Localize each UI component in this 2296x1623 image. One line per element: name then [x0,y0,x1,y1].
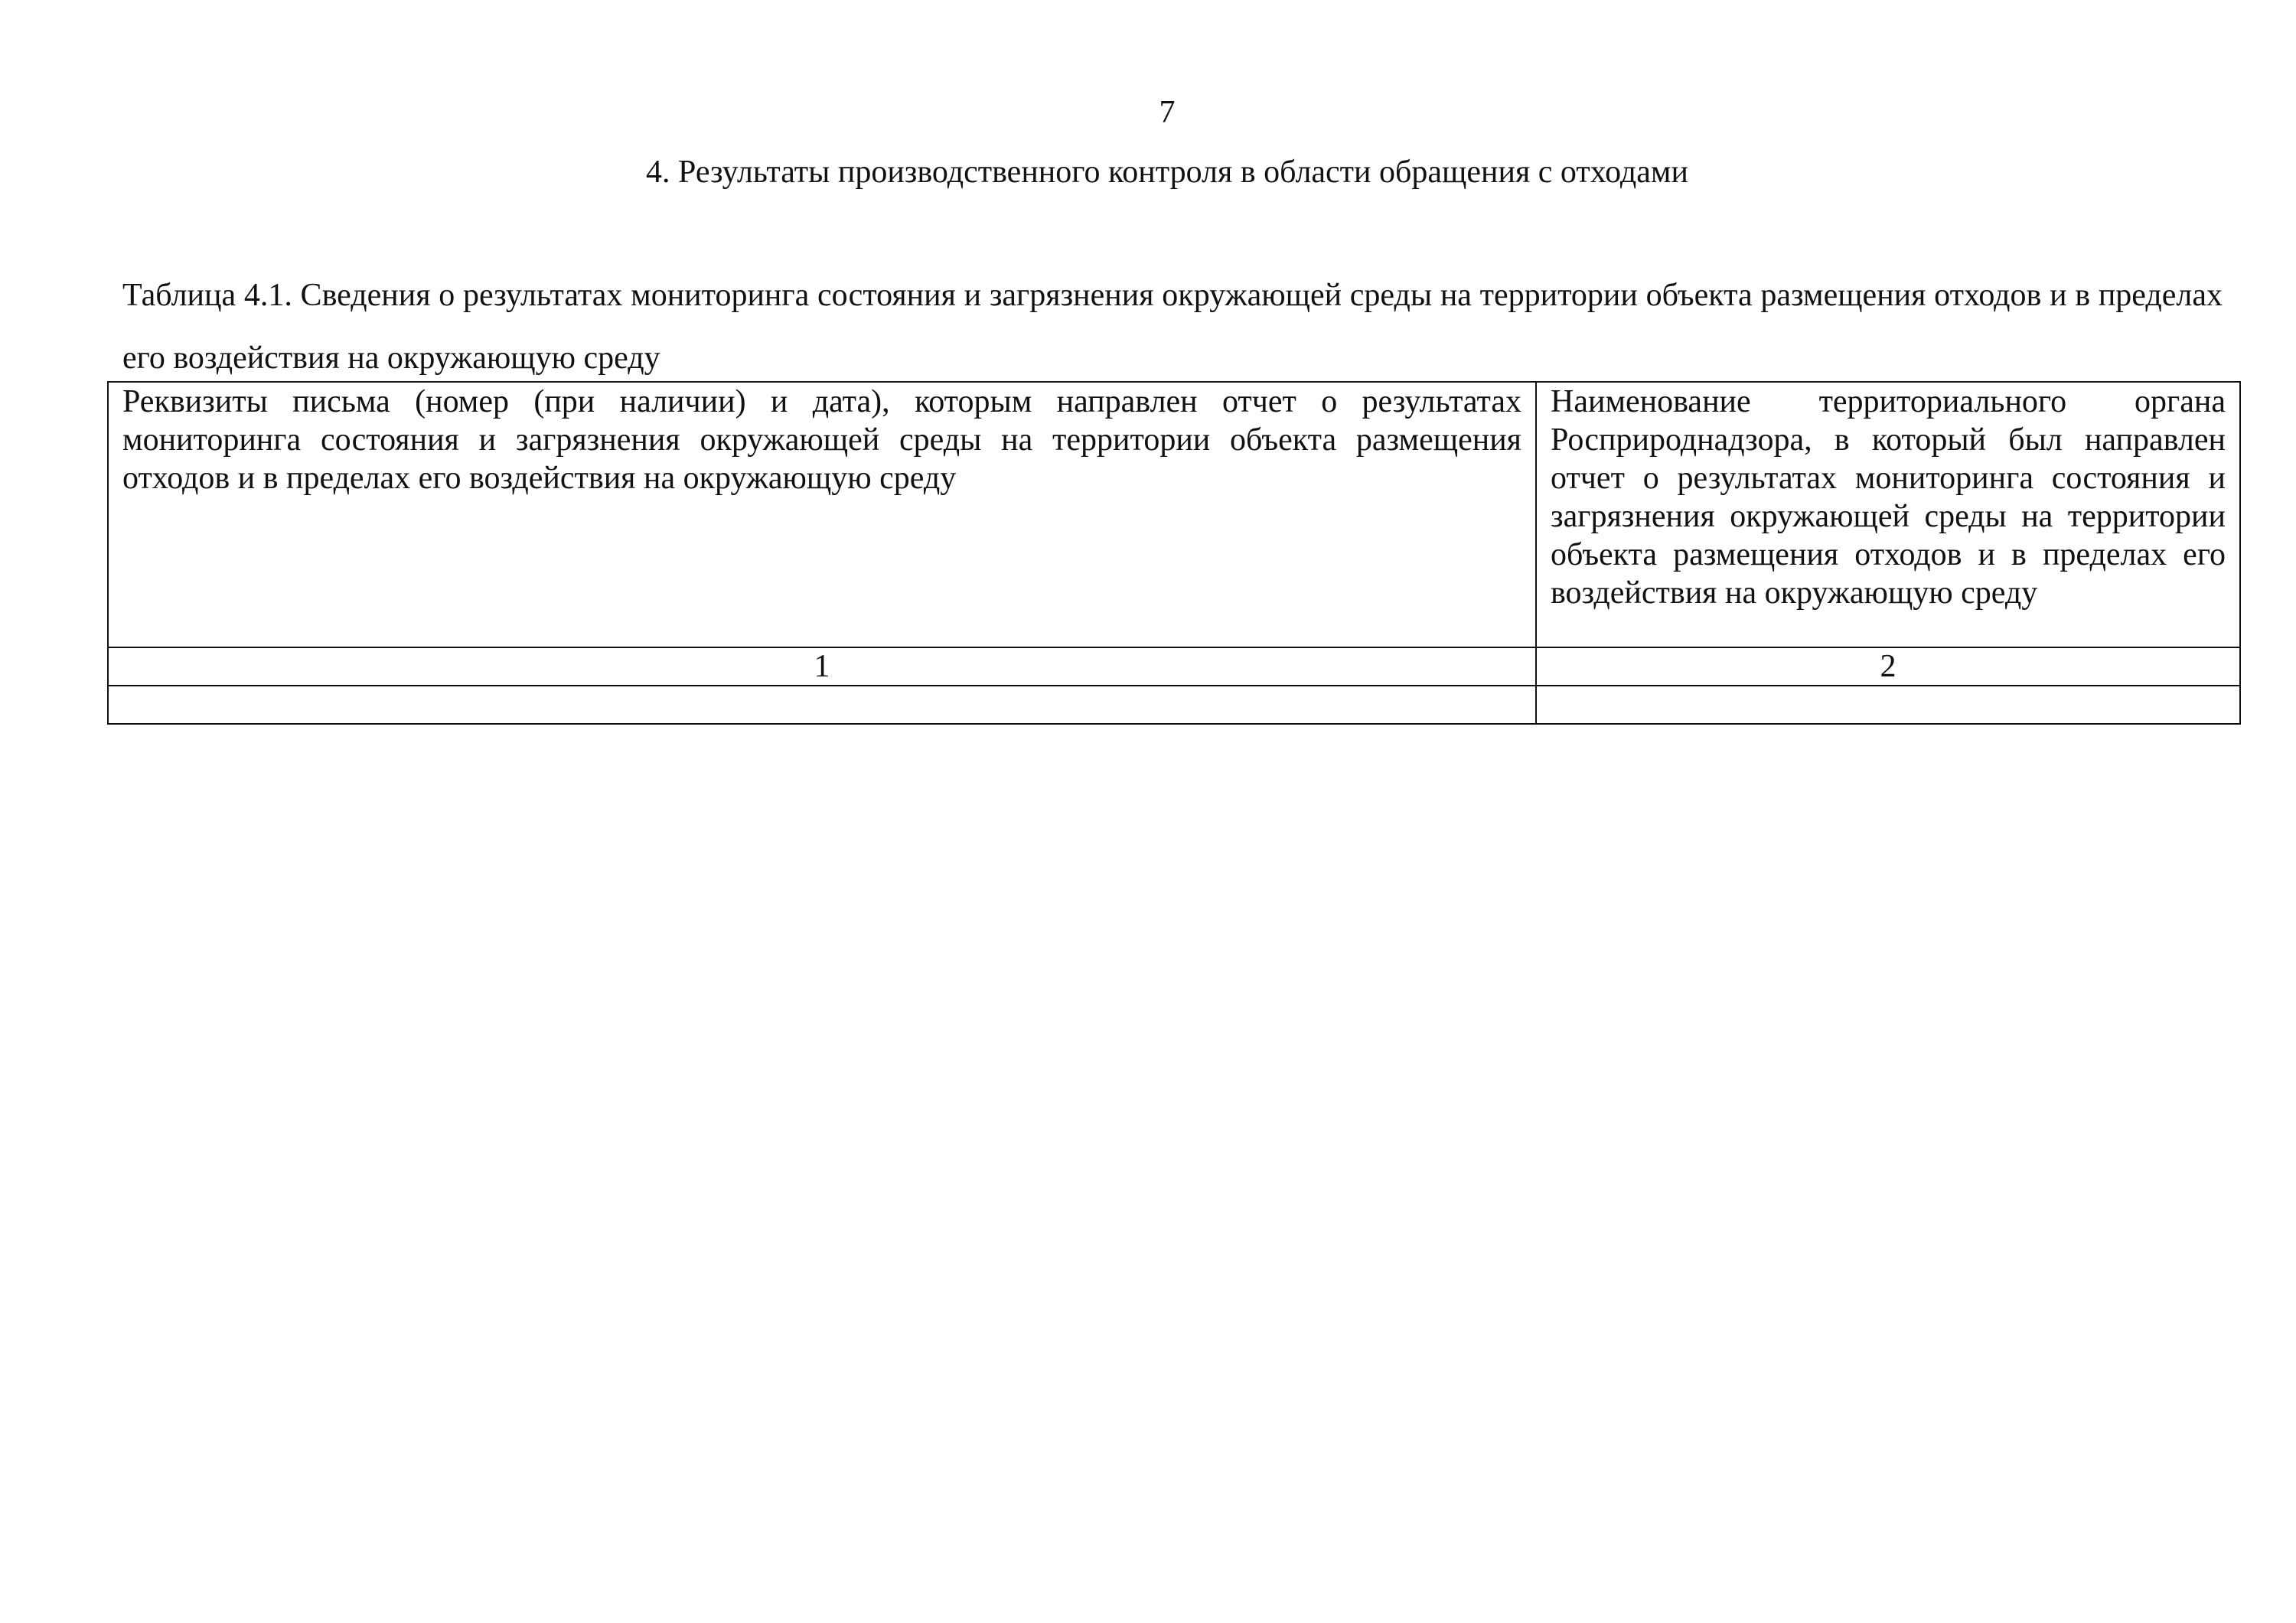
table-caption: Таблица 4.1. Сведения о результатах мониторинга состояния и загрязнения окружающей среды на территории объекта размещения отходов и в пределах его воздействия на окружающую среду [122,278,2223,376]
column-number-row [108,647,2240,686]
monitoring-report-table [107,381,2241,725]
column-header-territorial-body: Наименование территориального органа Росприроднадзора, в который был направлен отчет о результатах мониторинга состояния и загрязнения окружающей среды на территории объекта размещения отходов и в пределах его воздействия на окружающую среду [1536,382,2240,647]
section-title: 4. Результаты производственного контроля в области обращения с отходами [646,155,1688,190]
column-number-1: 1 [108,647,1536,686]
table-row [108,686,2240,724]
table-header-row [108,382,2240,647]
table-cell-territorial-body [1536,686,2240,724]
column-header-letter-details: Реквизиты письма (номер (при наличии) и дата), которым направлен отчет о результатах мониторинга состояния и загрязнения окружающей среды на территории объекта размещения отходов и в пределах его воздействия на окружающую среду [108,382,1536,647]
table-cell-letter-details [108,686,1536,724]
page-number: 7 [1159,95,1176,130]
column-number-2: 2 [1536,647,2240,686]
